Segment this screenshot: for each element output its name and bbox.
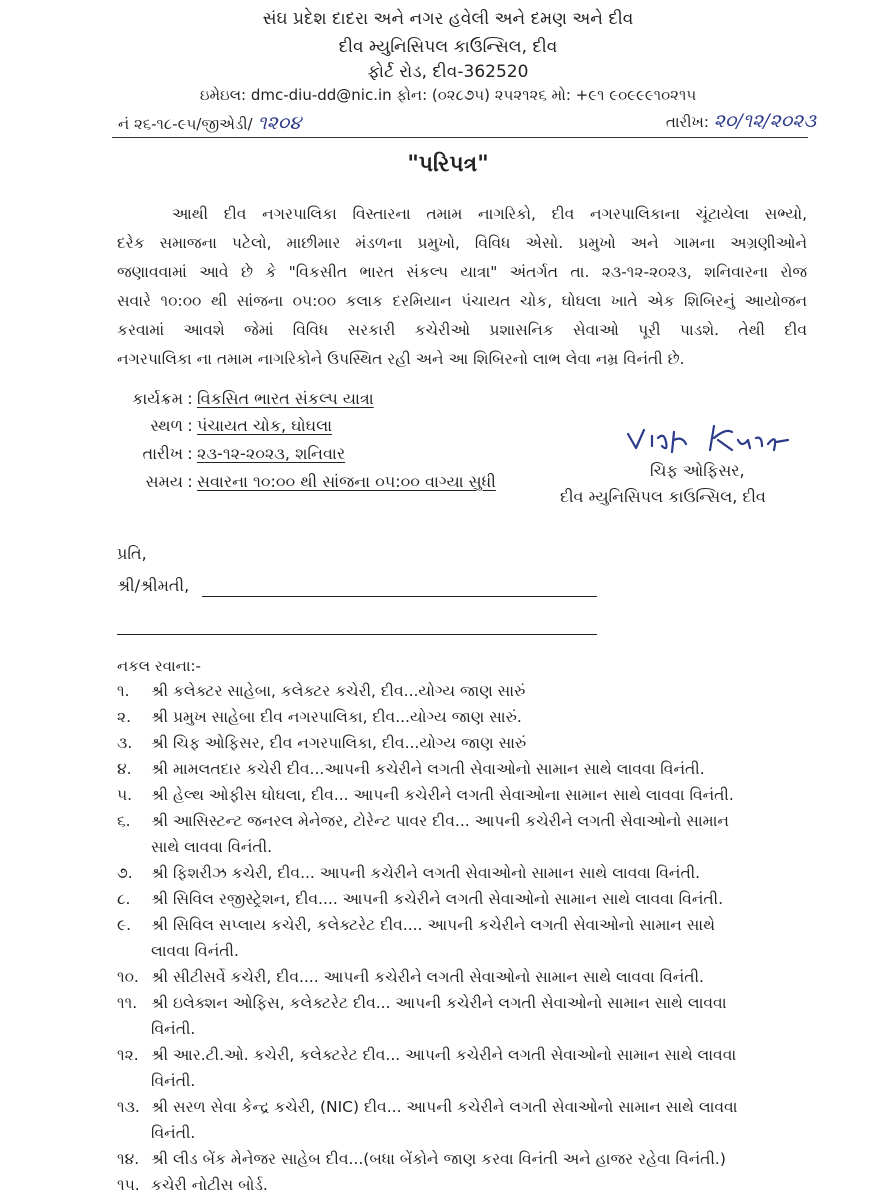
copy-to-text: વિનંતી.	[151, 1124, 196, 1142]
copy-to-item	[117, 678, 837, 704]
copy-to-text: શ્રી સિવિલ સપ્લાય કચેરી, કલેક્ટરેટ દીવ.... આપની કચેરીને લગતી સેવાઓનો સામાન સાથે	[151, 916, 715, 934]
copy-to-text: શ્રી લીડ બેંક મેનેજર સાહેબ દીવ...(બધા બેંકોને જાણ કરવા વિનંતી અને હાજર રહેવા વિનંતી.)	[151, 1150, 726, 1168]
officer-office: દીવ મ્યુનિસિપલ કાઉન્સિલ, દીવ	[560, 487, 766, 506]
detail-value: વિકસિત ભારત સંકલ્પ યાત્રા	[197, 389, 374, 408]
header-divider	[112, 137, 808, 138]
reference-number	[118, 112, 301, 134]
copy-to-number: ૩.	[117, 734, 133, 752]
copy-to-item	[117, 1146, 837, 1172]
copy-to-text: શ્રી પ્રમુખ સાહેબા દીવ નગરપાલિકા, દીવ...યોગ્ય જાણ સારું.	[151, 708, 522, 726]
copy-to-text: શ્રી સરળ સેવા કેન્દ્ર કચેરી, (NIC) દીવ... આપની કચેરીને લગતી સેવાઓનો સામાન સાથે લાવવા	[151, 1098, 738, 1116]
copy-to-text: શ્રી ચિફ ઓફિસર, દીવ નગરપાલિકા, દીવ...યોગ્ય જાણ સારું	[151, 734, 527, 752]
copy-to-text: વિનંતી.	[151, 1020, 196, 1038]
copy-to-item	[117, 808, 837, 860]
copy-to-text: શ્રી કલેક્ટર સાહેબા, કલેક્ટર કચેરી, દીવ...યોગ્ય જાણ સારું	[151, 682, 526, 700]
addressee-shri: શ્રી/શ્રીમતી,	[117, 576, 190, 595]
copy-to-item	[117, 912, 837, 964]
copy-to-number: ૧૫.	[117, 1176, 140, 1194]
addressee-blank-line	[117, 634, 597, 635]
detail-value: પંચાયત ચોક, ઘોઘલા	[197, 416, 333, 435]
copy-to-text: શ્રી સિવિલ રજીસ્ટ્રેશન, દીવ.... આપની કચેરીને લગતી સેવાઓનો સામાન સાથે લાવવા વિનંતી.	[151, 890, 724, 908]
copy-to-number: ૧૩.	[117, 1098, 140, 1116]
detail-label: સમય	[145, 472, 183, 491]
reference-number-label: નં ૨૬-૧૮-૯૫/જીએડી/	[118, 115, 253, 133]
copy-to-item	[117, 782, 837, 808]
reference-number-handwritten: ૧૨૦૪	[257, 112, 302, 134]
detail-program: કાર્યક્રમ : વિકસિત ભારત સંકલ્પ યાત્રા	[117, 389, 374, 409]
copy-to-number: ૭.	[117, 864, 133, 882]
officer-designation: ચિફ ઓફિસર,	[650, 461, 745, 480]
copy-to-item	[117, 990, 837, 1042]
copy-to-item	[117, 1172, 837, 1198]
body-line: કરવામાં આવશે જેમાં વિવિધ સરકારી કચેરીઓ પ્રશાસનિક સેવાઓ પૂરી પાડશે. તેથી દીવ	[117, 321, 807, 339]
document-title: "પરિપત્ર"	[407, 152, 489, 177]
copy-to-text: શ્રી હેલ્થ ઓફીસ ઘોઘલા, દીવ... આપની કચેરીને લગતી સેવાઓના સામાન સાથે લાવવા વિનંતી.	[151, 786, 734, 804]
copy-to-text: શ્રી મામલતદાર કચેરી દીવ...આપની કચેરીને લગતી સેવાઓનો સામાન સાથે લાવવા વિનંતી.	[151, 760, 705, 778]
copy-to-number: ૧૦.	[117, 968, 139, 986]
body-line: જણાવવામાં આવે છે કે "વિકસીત ભારત સંકલ્પ યાત્રા" અંતર્ગત તા. ૨૩-૧૨-૨૦૨૩, શનિવારના રોજ	[117, 263, 807, 281]
detail-label: સ્થળ	[150, 416, 183, 435]
copy-to-text: લાવવા વિનંતી.	[151, 942, 239, 960]
header-address: ફોર્ટ રોડ, દીવ-362520	[367, 62, 529, 82]
copy-to-heading: નકલ રવાના:-	[117, 657, 201, 675]
body-line: દરેક સમાજના પટેલો, માછીમાર મંડળના પ્રમુખો, વિવિધ એસો. પ્રમુખો અને ગામના અગ્રણીઓને	[117, 234, 807, 252]
detail-time: સમય : સવારના ૧૦:૦૦ થી સાંજના ૦૫:૦૦ વાગ્યા સુધી	[117, 472, 496, 492]
copy-to-text: વિનંતી.	[151, 1072, 196, 1090]
detail-value: સવારના ૧૦:૦૦ થી સાંજના ૦૫:૦૦ વાગ્યા સુધી	[197, 472, 496, 491]
copy-to-text: શ્રી સીટીસર્વે કચેરી, દીવ.... આપની કચેરીને લગતી સેવાઓનો સામાન સાથે લાવવા વિનંતી.	[151, 968, 704, 986]
detail-venue: સ્થળ : પંચાયત ચોક, ઘોઘલા	[117, 416, 332, 436]
copy-to-number: ૧૪.	[117, 1150, 140, 1168]
copy-to-number: ૨.	[117, 708, 132, 726]
body-paragraph	[117, 200, 807, 374]
detail-label: કાર્યક્રમ	[132, 389, 183, 408]
copy-to-list	[117, 678, 837, 1198]
copy-to-text: શ્રી ઇલેક્શન ઓફિસ, કલેક્ટરેટ દીવ... આપની કચેરીને લગતી સેવાઓનો સામાન સાથે લાવવા	[151, 994, 727, 1012]
copy-to-item	[117, 964, 837, 990]
body-line: નગરપાલિકા ના તમામ નાગરિકોને ઉપસ્થિત રહી અને આ શિબિરનો લાભ લેવા નમ્ર વિનંતી છે.	[117, 350, 685, 368]
copy-to-text: કચેરી નોટીસ બોર્ડ.	[151, 1176, 268, 1194]
copy-to-number: ૧૧.	[117, 994, 138, 1012]
detail-value: ૨૩-૧૨-૨૦૨૩, શનિવાર	[197, 444, 346, 463]
detail-label: તારીખ	[142, 444, 183, 463]
body-line: આથી દીવ નગરપાલિકા વિસ્તારના તમામ નાગરિકો, દીવ નગરપાલિકાના ચૂંટાયેલા સભ્યો,	[172, 205, 807, 223]
officer-signature	[622, 418, 792, 460]
copy-to-item	[117, 886, 837, 912]
copy-to-number: ૬.	[117, 812, 131, 830]
copy-to-text: સાથે લાવવા વિનંતી.	[151, 838, 273, 856]
date-label: તારીખ:	[665, 113, 709, 131]
body-line: સવારે ૧૦:૦૦ થી સાંજના ૦૫:૦૦ કલાક દરમિયાન પંચાયત ચોક, ઘોઘલા ખાતે એક શિબિરનું આયોજન	[117, 292, 807, 310]
header-council: દીવ મ્યુનિસિપલ કાઉન્સિલ, દીવ	[338, 37, 558, 57]
copy-to-text: શ્રી ફિશરીઝ કચેરી, દીવ... આપની કચેરીને લગતી સેવાઓનો સામાન સાથે લાવવા વિનંતી.	[151, 864, 701, 882]
copy-to-number: ૧૨.	[117, 1046, 139, 1064]
detail-date: તારીખ : ૨૩-૧૨-૨૦૨૩, શનિવાર	[117, 444, 345, 464]
copy-to-item	[117, 860, 837, 886]
date-handwritten: ૨૦/૧૨/૨૦૨૩	[713, 110, 816, 132]
copy-to-item	[117, 1094, 837, 1146]
copy-to-number: ૯.	[117, 916, 132, 934]
copy-to-number: ૮.	[117, 890, 131, 908]
copy-to-number: ૫.	[117, 786, 133, 804]
copy-to-item	[117, 1042, 837, 1094]
copy-to-item	[117, 756, 837, 782]
copy-to-number: ૧.	[117, 682, 130, 700]
addressee-blank-line	[202, 596, 597, 597]
copy-to-number: ૪.	[117, 760, 132, 778]
copy-to-item	[117, 704, 837, 730]
copy-to-text: શ્રી આસિસ્ટન્ટ જનરલ મેનેજર, ટોરેન્ટ પાવર દીવ... આપની કચેરીને લગતી સેવાઓનો સામાન	[151, 812, 729, 830]
circular-date	[666, 110, 816, 132]
copy-to-text: શ્રી આર.ટી.ઓ. કચેરી, કલેક્ટરેટ દીવ... આપની કચેરીને લગતી સેવાઓનો સામાન સાથે લાવવા	[151, 1046, 737, 1064]
copy-to-item	[117, 730, 837, 756]
header-territory: સંઘ પ્રદેશ દાદરા અને નગર હવેલી અને દમણ અને દીવ	[262, 9, 634, 29]
addressee-prati: પ્રતિ,	[117, 544, 147, 563]
header-contact: ઇમેઇલ: dmc-diu-dd@nic.in ફોન: (૦૨૮૭૫) ૨૫૨૧૨૬ મો: +૯૧ ૯૦૯૯૯૧૦૨૧૫	[199, 86, 697, 104]
